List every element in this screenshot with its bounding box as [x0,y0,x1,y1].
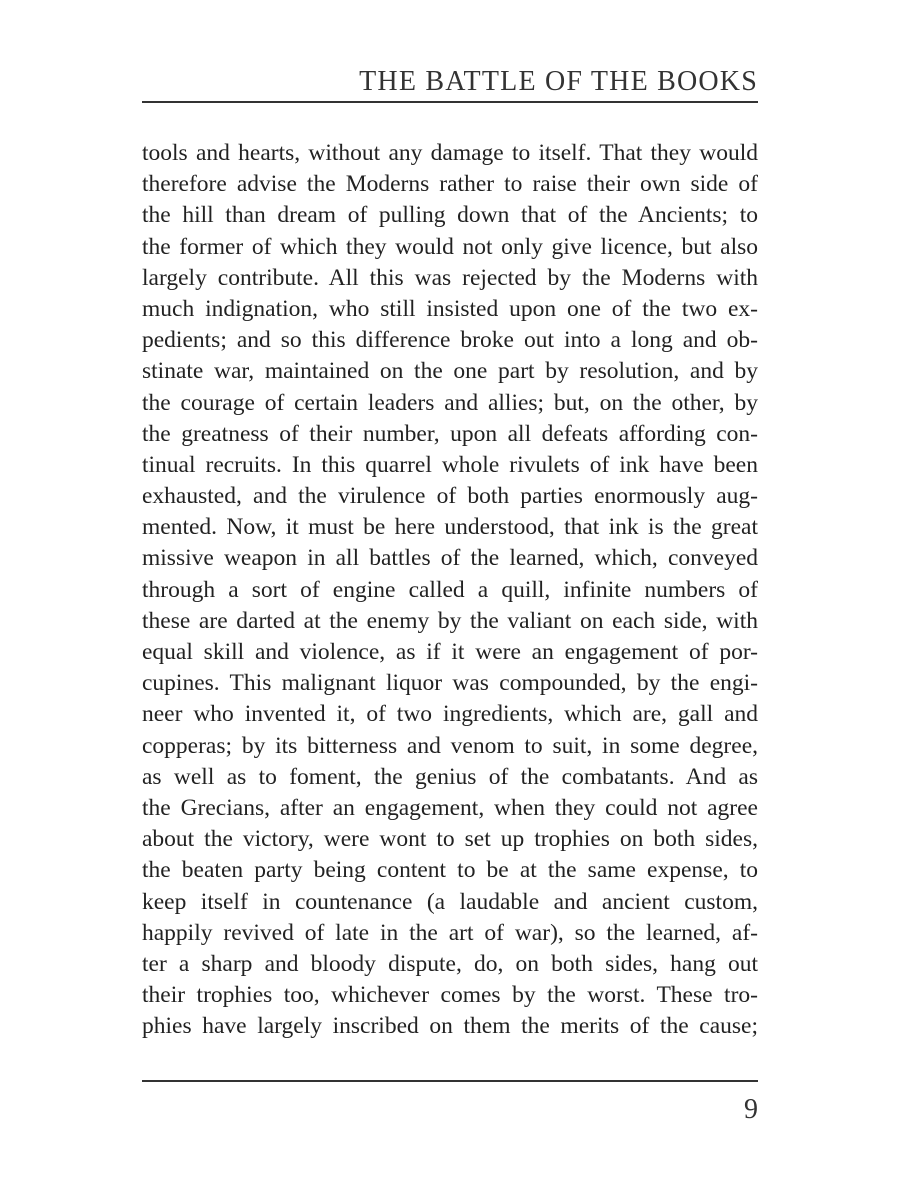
text-line: mented. Now, it must be here understood, that ink is the great [142,514,758,541]
text-line: the courage of certain leaders and allies; but, on the other, by [142,389,758,416]
text-line: keep itself in countenance (a laudable and ancient custom, [142,888,758,915]
text-line: happily revived of late in the art of war), so the learned, af- [142,919,758,946]
text-line: largely contribute. All this was rejected by the Moderns with [142,264,758,291]
text-line: as well as to foment, the genius of the combatants. And as [142,763,758,790]
text-line: pedients; and so this difference broke out into a long and ob- [142,327,758,354]
body-text [142,138,758,1042]
text-line: ter a sharp and bloody dispute, do, on both sides, hang out [142,950,758,977]
text-line: the hill than dream of pulling down that of the Ancients; to [142,202,758,229]
footer-rule [142,1080,758,1082]
text-line: copperas; by its bitterness and venom to suit, in some degree, [142,732,758,759]
text-line: about the victory, were wont to set up trophies on both sides, [142,826,758,853]
text-line: tools and hearts, without any damage to itself. That they would [142,140,758,166]
text-line: these are darted at the enemy by the valiant on each side, with [142,607,758,634]
text-line: tinual recruits. In this quarrel whole rivulets of ink have been [142,451,758,478]
text-line: the former of which they would not only give licence, but also [142,233,758,260]
running-head-title: THE BATTLE OF THE BOOKS [359,66,758,97]
text-line: cupines. This malignant liquor was compounded, by the engi- [142,670,758,697]
text-line: phies have largely inscribed on them the merits of the cause; [142,1013,758,1040]
text-line: their trophies too, whichever comes by the worst. These tro- [142,982,758,1009]
page-number: 9 [744,1094,758,1125]
header-rule [142,101,758,103]
text-line: missive weapon in all battles of the learned, which, conveyed [142,545,758,572]
text-line: the beaten party being content to be at the same expense, to [142,857,758,884]
text-line: the Grecians, after an engagement, when they could not agree [142,794,758,821]
text-line: stinate war, maintained on the one part by resolution, and by [142,358,758,385]
text-line: much indignation, who still insisted upon one of the two ex- [142,295,758,322]
text-line: through a sort of engine called a quill, infinite numbers of [142,576,758,603]
text-line: neer who invented it, of two ingredients, which are, gall and [142,701,758,728]
text-line: equal skill and violence, as if it were an engagement of por- [142,639,758,665]
text-line: exhausted, and the virulence of both parties enormously aug- [142,483,758,510]
text-line: therefore advise the Moderns rather to raise their own side of [142,171,758,198]
text-line: the greatness of their number, upon all defeats affording con- [142,420,758,447]
